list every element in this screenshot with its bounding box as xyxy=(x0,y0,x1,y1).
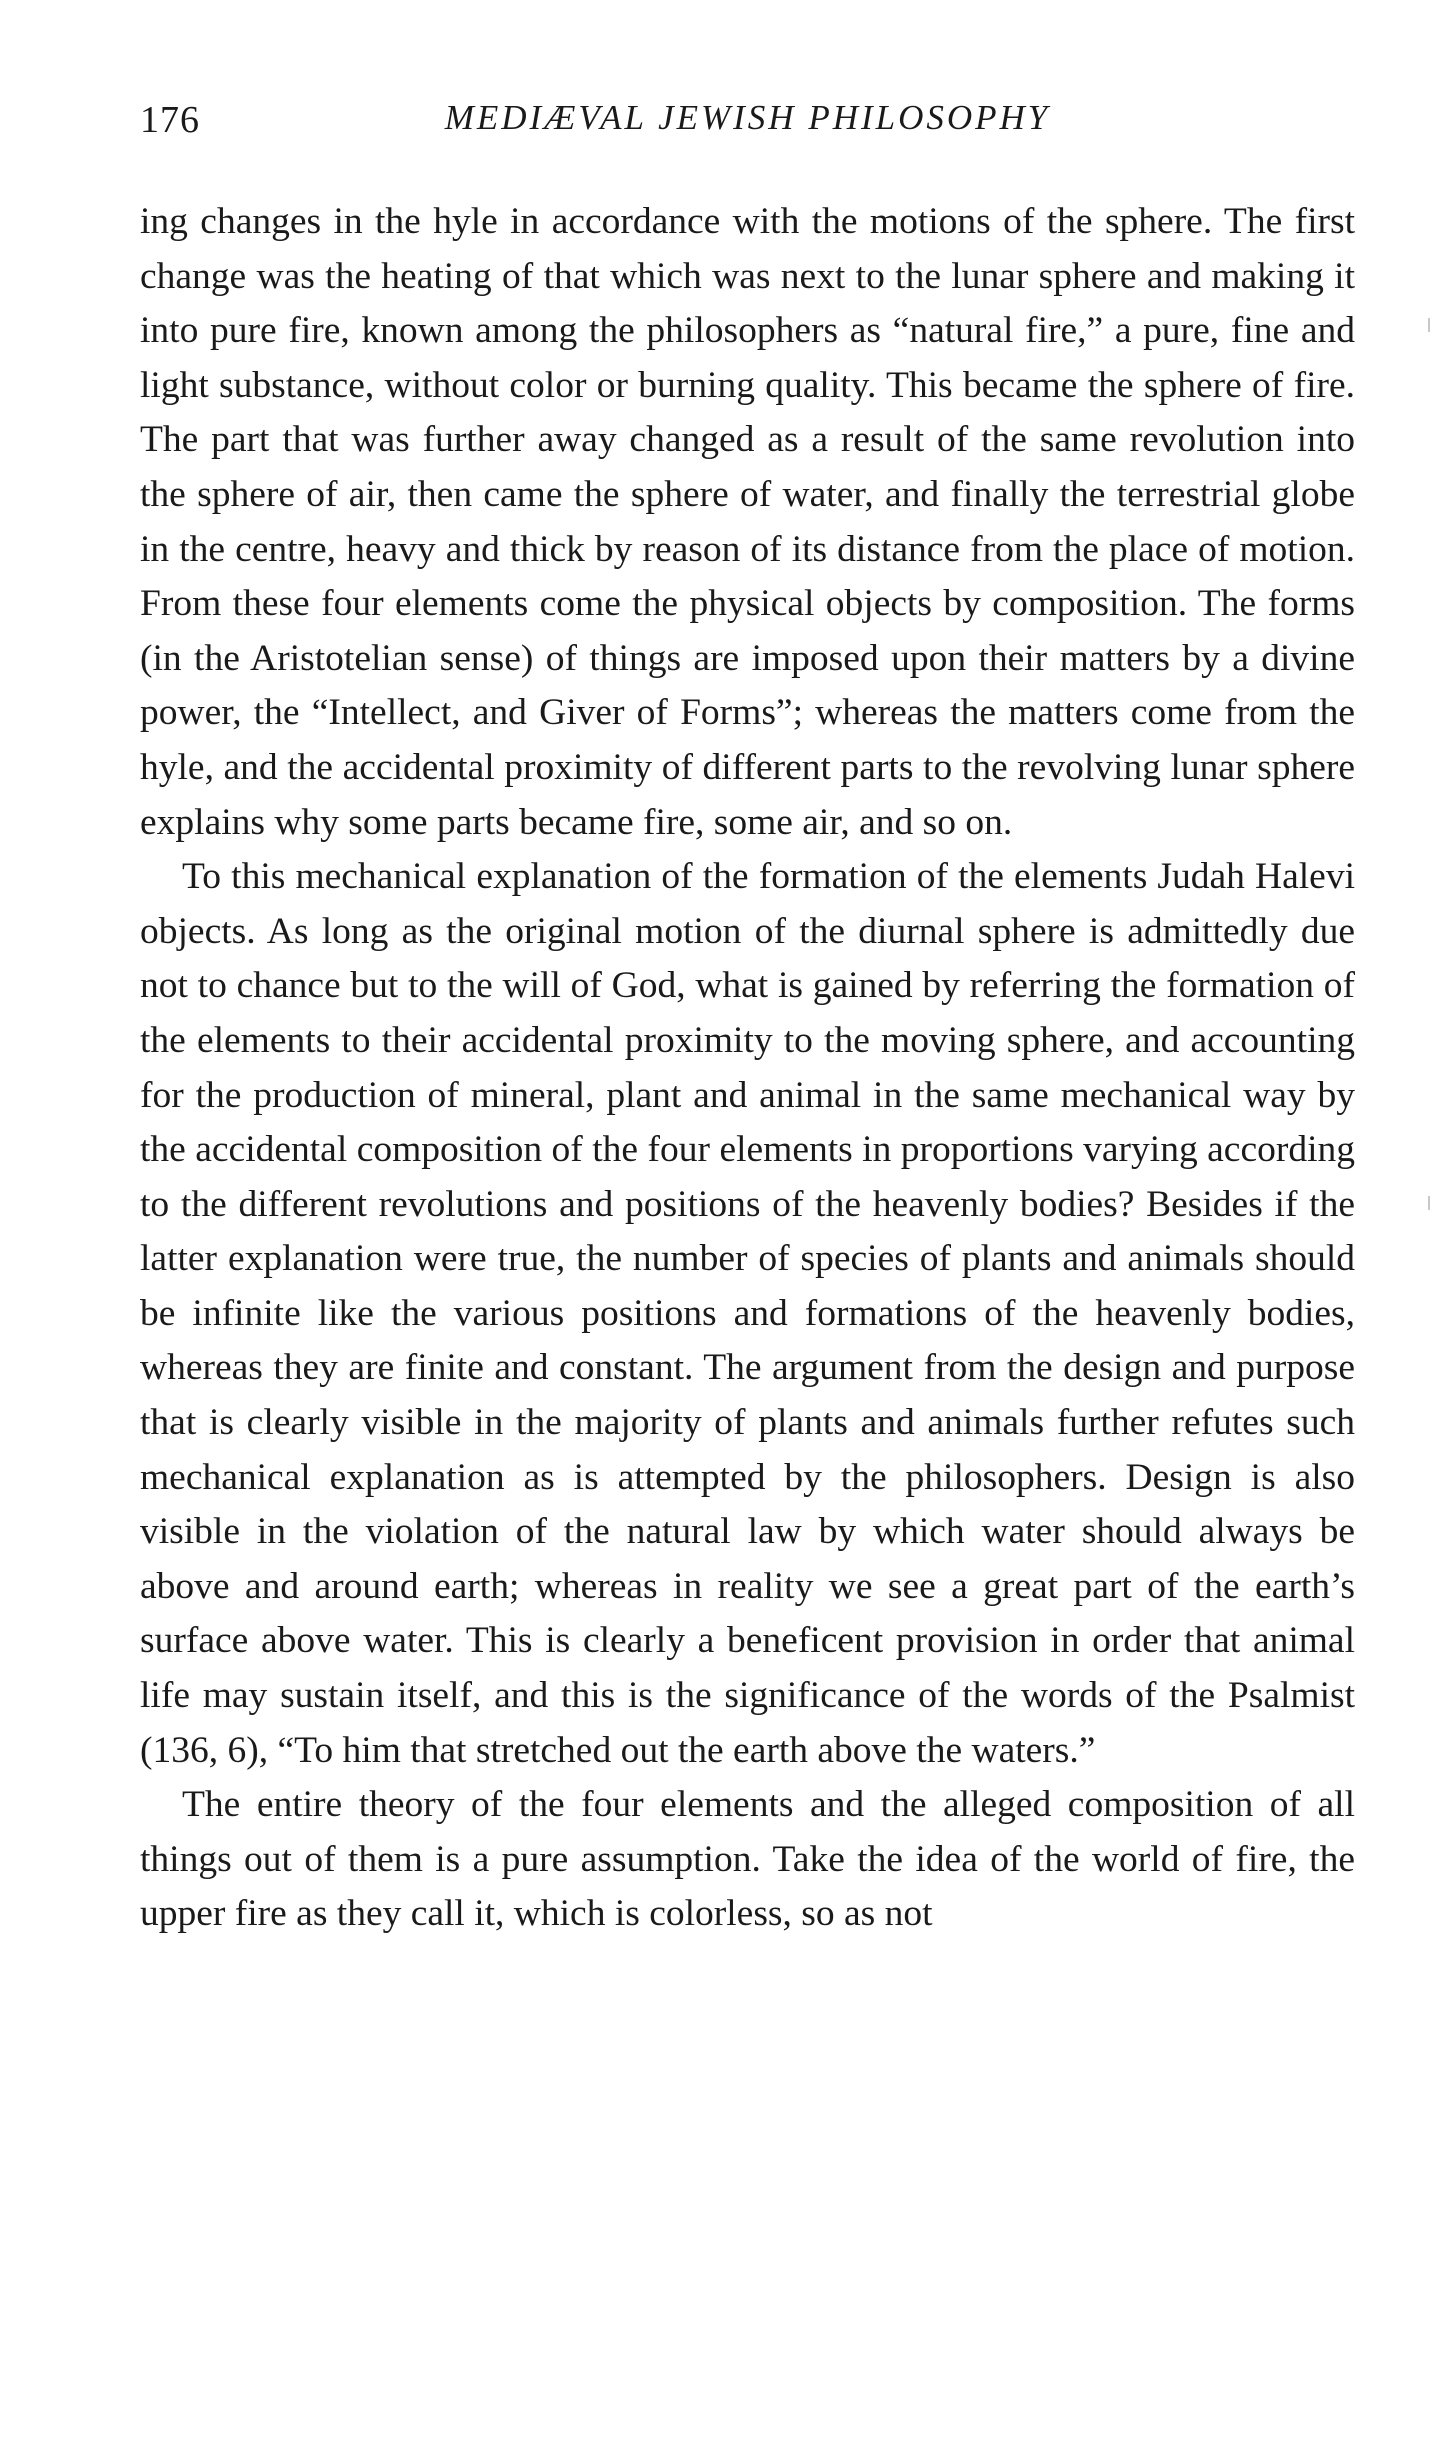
scan-edge-mark xyxy=(1428,318,1430,332)
paragraph: The entire theory of the four elements and the alleged composition of all things out of them is a pure assumption. Take the idea of the world of fire, the upper fire as they call it, which is colorless, so as not xyxy=(140,1784,1355,1935)
running-head xyxy=(140,98,1355,148)
body-text xyxy=(140,195,1355,1942)
scan-edge-mark xyxy=(1428,1196,1430,1210)
paragraph: To this mechanical explanation of the formation of the elements Judah Halevi objects. As long as the original motion of the diurnal sphere is admittedly due not to chance but to the will of God, what is gained by referring the formation of the elements to their accidental proximity to the moving sphere, and accounting for the production of mineral, plant and animal in the same mechanical way by the accidental composition of the four elements in proportions varying according to the different revolutions and positions of the heavenly bodies? Besides if the latter explanation were true, the number of species of plants and animals should be infinite like the various positions and formations of the heavenly bodies, whereas they are finite and constant. The argument from the design and purpose that is clearly visible in the majority of plants and animals further refutes such mechanical explanation as is attempted by the philosophers. Design is also visible in the violation of the natural law by which water should always be above and around earth; whereas in reality we see a great part of the earth’s surface above water. This is clearly a beneficent provision in order that animal life may sustain itself, and this is the significance of the words of the Psalmist (136, 6), “To him that stretched out the earth above the waters.” xyxy=(140,856,1355,1771)
running-title: MEDIÆVAL JEWISH PHILOSOPHY xyxy=(444,98,1051,137)
page-number: 176 xyxy=(140,99,200,141)
paragraph-continuation: ing changes in the hyle in accordance with the motions of the sphere. The first change was the heating of that which was next to the lunar sphere and making it into pure fire, known among the philosophers as “natural fire,” a pure, fine and light substance, without color or burning quality. This became the sphere of fire. The part that was further away changed as a result of the same revolution into the sphere of air, then came the sphere of water, and finally the terrestrial globe in the centre, heavy and thick by reason of its distance from the place of motion. From these four elements come the physical objects by composition. The forms (in the Aristotelian sense) of things are imposed upon their matters by a divine power, the “Intellect, and Giver of Forms”; whereas the matters come from the hyle, and the accidental proximity of different parts to the revolving lunar sphere explains why some parts became fire, some air, and so on. xyxy=(140,201,1355,843)
